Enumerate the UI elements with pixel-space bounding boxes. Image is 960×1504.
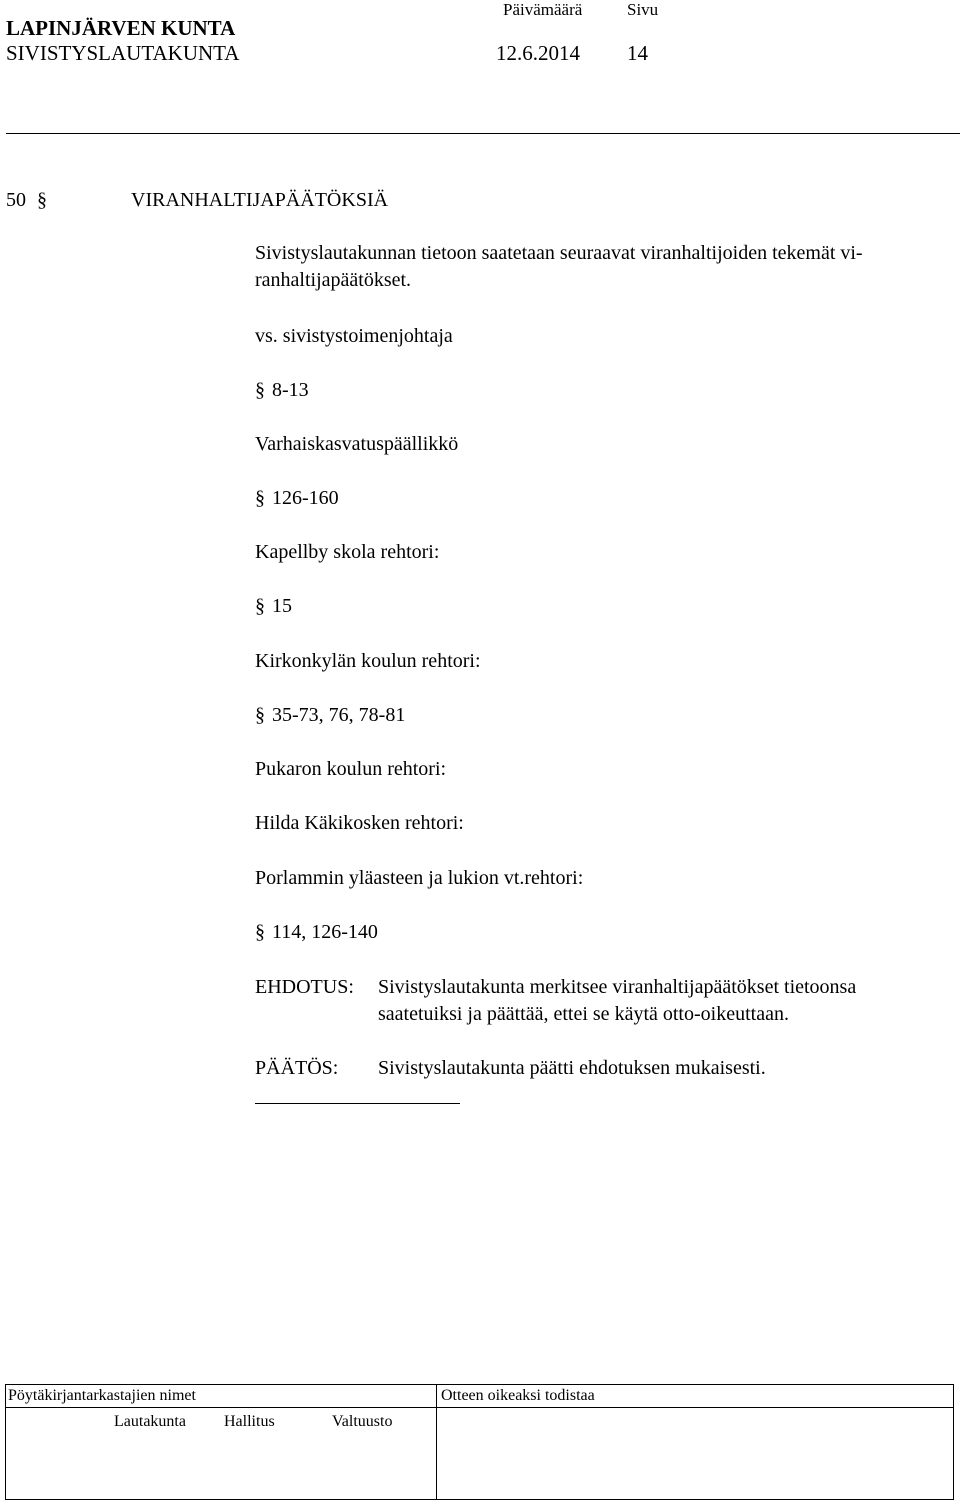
certified-label: Otteen oikeaksi todistaa	[441, 1387, 595, 1404]
closing-rule	[255, 1103, 460, 1104]
header-rule	[6, 133, 960, 134]
decision-role: Kirkonkylän koulun rehtori:	[255, 650, 481, 672]
decision-role: Pukaron koulun rehtori:	[255, 758, 447, 780]
decision-role: Porlammin yläasteen ja lukion vt.rehtori:	[255, 867, 584, 889]
page-number: 14	[627, 41, 648, 65]
org-name: LAPINJÄRVEN KUNTA	[6, 16, 236, 40]
intro-line-1: Sivistyslautakunnan tietoon saatetaan seuraavat viranhaltijoiden tekemät vi-	[255, 242, 863, 264]
decision-text: Sivistyslautakunta päätti ehdotuksen mukaisesti.	[378, 1057, 766, 1079]
decision-paragraphs: 114, 126-140	[272, 921, 378, 943]
proposal-text-line-2: saatetuiksi ja päättää, ettei se käytä otto-oikeuttaan.	[378, 1003, 789, 1025]
section-symbol: §	[255, 487, 265, 509]
section-symbol: §	[255, 704, 265, 726]
decision-paragraphs: 15	[272, 595, 292, 617]
footer-signature-box	[5, 1384, 954, 1500]
decision-role: vs. sivistystoimenjohtaja	[255, 325, 453, 347]
body-lautakunta: Lautakunta	[114, 1413, 186, 1430]
section-symbol: §	[255, 595, 265, 617]
body-valtuusto: Valtuusto	[332, 1413, 393, 1430]
decision-role: Kapellby skola rehtori:	[255, 541, 440, 563]
section-number: 50	[6, 189, 26, 211]
date-label: Päivämäärä	[503, 0, 583, 19]
decision-paragraphs: 126-160	[272, 487, 339, 509]
footer-divider	[436, 1385, 437, 1499]
decision-label: PÄÄTÖS:	[255, 1057, 339, 1079]
footer-row-line	[6, 1407, 953, 1408]
meeting-date: 12.6.2014	[496, 41, 580, 65]
decision-role: Hilda Käkikosken rehtori:	[255, 812, 464, 834]
section-symbol: §	[255, 921, 265, 943]
proposal-label: EHDOTUS:	[255, 976, 354, 998]
proposal-text-line-1: Sivistyslautakunta merkitsee viranhaltijapäätökset tietoonsa	[378, 976, 857, 998]
body-hallitus: Hallitus	[224, 1413, 275, 1430]
board-name: SIVISTYSLAUTAKUNTA	[6, 41, 240, 65]
intro-line-2: ranhaltijapäätökset.	[255, 269, 412, 291]
section-symbol: §	[37, 189, 47, 211]
decision-paragraphs: 8-13	[272, 379, 309, 401]
reviewers-label: Pöytäkirjantarkastajien nimet	[8, 1387, 196, 1404]
page-label: Sivu	[627, 0, 659, 19]
section-symbol: §	[255, 379, 265, 401]
decision-role: Varhaiskasvatuspäällikkö	[255, 433, 459, 455]
decision-paragraphs: 35-73, 76, 78-81	[272, 704, 406, 726]
section-title: VIRANHALTIJAPÄÄTÖKSIÄ	[131, 189, 389, 211]
